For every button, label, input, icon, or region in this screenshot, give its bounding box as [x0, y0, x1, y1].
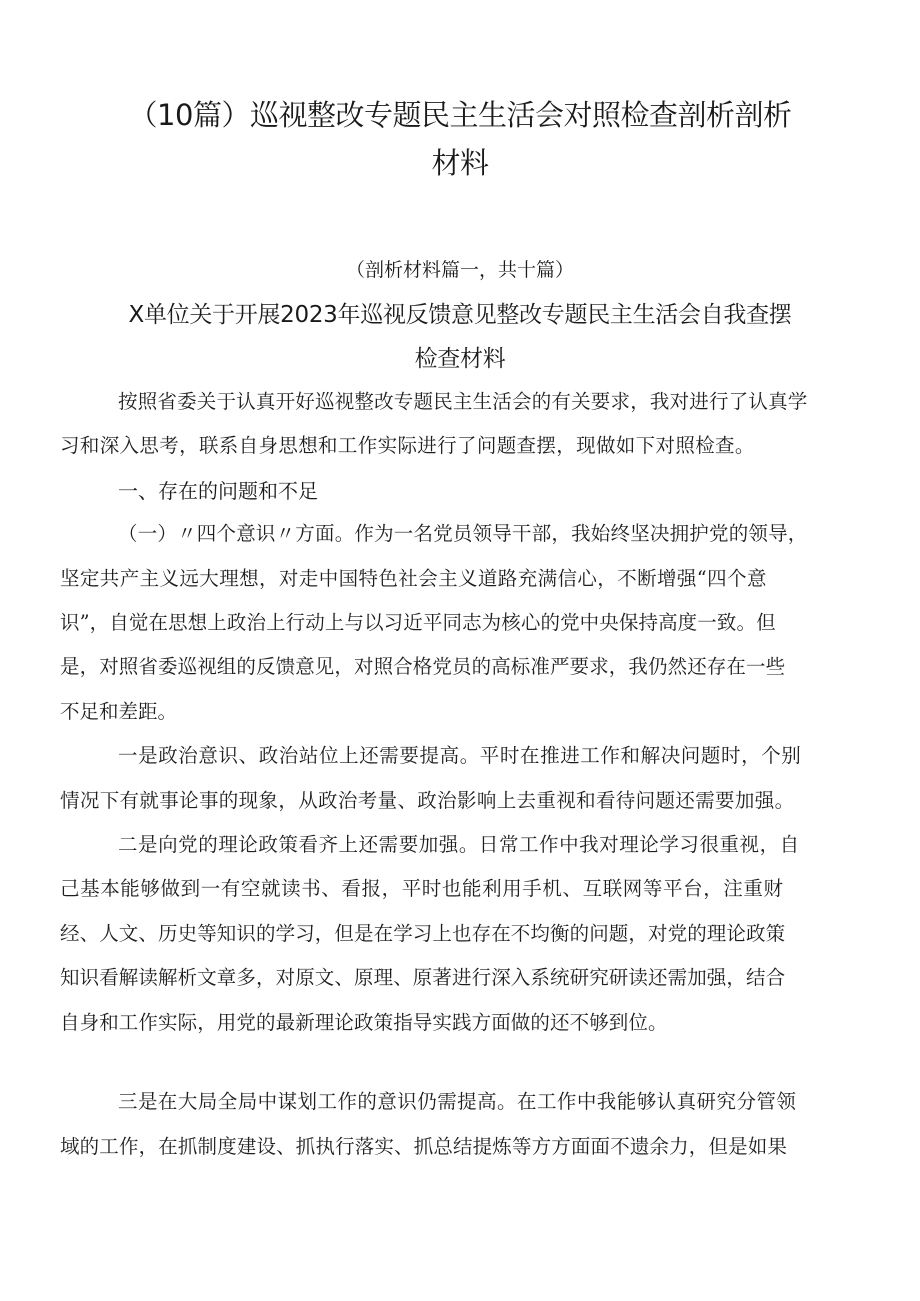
doc-title-line1: X单位关于开展2023年巡视反馈意见整改专题民主生活会自我查摆 — [128, 302, 792, 328]
main-title-line1: （10篇）巡视整改专题民主生活会对照检查剖析剖析 — [128, 98, 792, 132]
body-line: 自身和工作实际，用党的最新理论政策指导实践方面做的还不够到位。 — [60, 1011, 668, 1034]
body-line: 习和深入思考，联系自身思想和工作实际进行了问题查摆，现做如下对照检查。 — [60, 434, 755, 457]
section-heading: 一、存在的问题和不足 — [118, 479, 318, 503]
body-line: 三是在大局全局中谋划工作的意识仍需提高。在工作中我能够认真研究分管领 — [118, 1090, 797, 1113]
main-title-line2: 材料 — [431, 146, 489, 180]
body-line: 情况下有就事论事的现象，从政治考量、政治影响上去重视和看待问题还需要加强。 — [60, 789, 795, 812]
body-line: 按照省委关于认真开好巡视整改专题民主生活会的有关要求，我对进行了认真学 — [118, 390, 808, 413]
body-line: 一是政治意识、政治站位上还需要提高。平时在推进工作和解决问题时，个别 — [118, 744, 802, 767]
body-line: 是，对照省委巡视组的反馈意见，对照合格党员的高标准严要求，我仍然还存在一些 — [60, 655, 786, 678]
body-line: 二是向党的理论政策看齐上还需要加强。日常工作中我对理论学习很重视，自 — [118, 833, 800, 856]
body-line: 不足和差距。 — [60, 700, 178, 723]
body-line: 己基本能够做到一有空就读书、看报，平时也能利用手机、互联网等平台，注重财 — [60, 877, 784, 900]
body-line: 域的工作，在抓制度建设、抓执行落实、抓总结提炼等方方面面不遗余力，但是如果 — [60, 1135, 788, 1158]
body-line: 经、人文、历史等知识的学习，但是在学习上也存在不均衡的问题，对党的理论政策 — [60, 922, 786, 945]
body-line: 识”，自觉在思想上政治上行动上与以习近平同志为核心的党中央保持高度一致。但 — [60, 611, 776, 634]
body-line: 坚定共产主义远大理想，对走中国特色社会主义道路充满信心，不断增强“四个意 — [60, 567, 767, 590]
body-line: （一）〃四个意识〃方面。作为一名党员领导干部，我始终坚决拥护党的领导， — [118, 522, 808, 545]
body-line: 知识看解读解析文章多，对原文、原理、原著进行深入系统研究研读还需加强，结合 — [60, 966, 786, 989]
part-note: （剖析材料篇一，共十篇） — [345, 259, 574, 281]
doc-title-line2: 检查材料 — [414, 346, 506, 372]
